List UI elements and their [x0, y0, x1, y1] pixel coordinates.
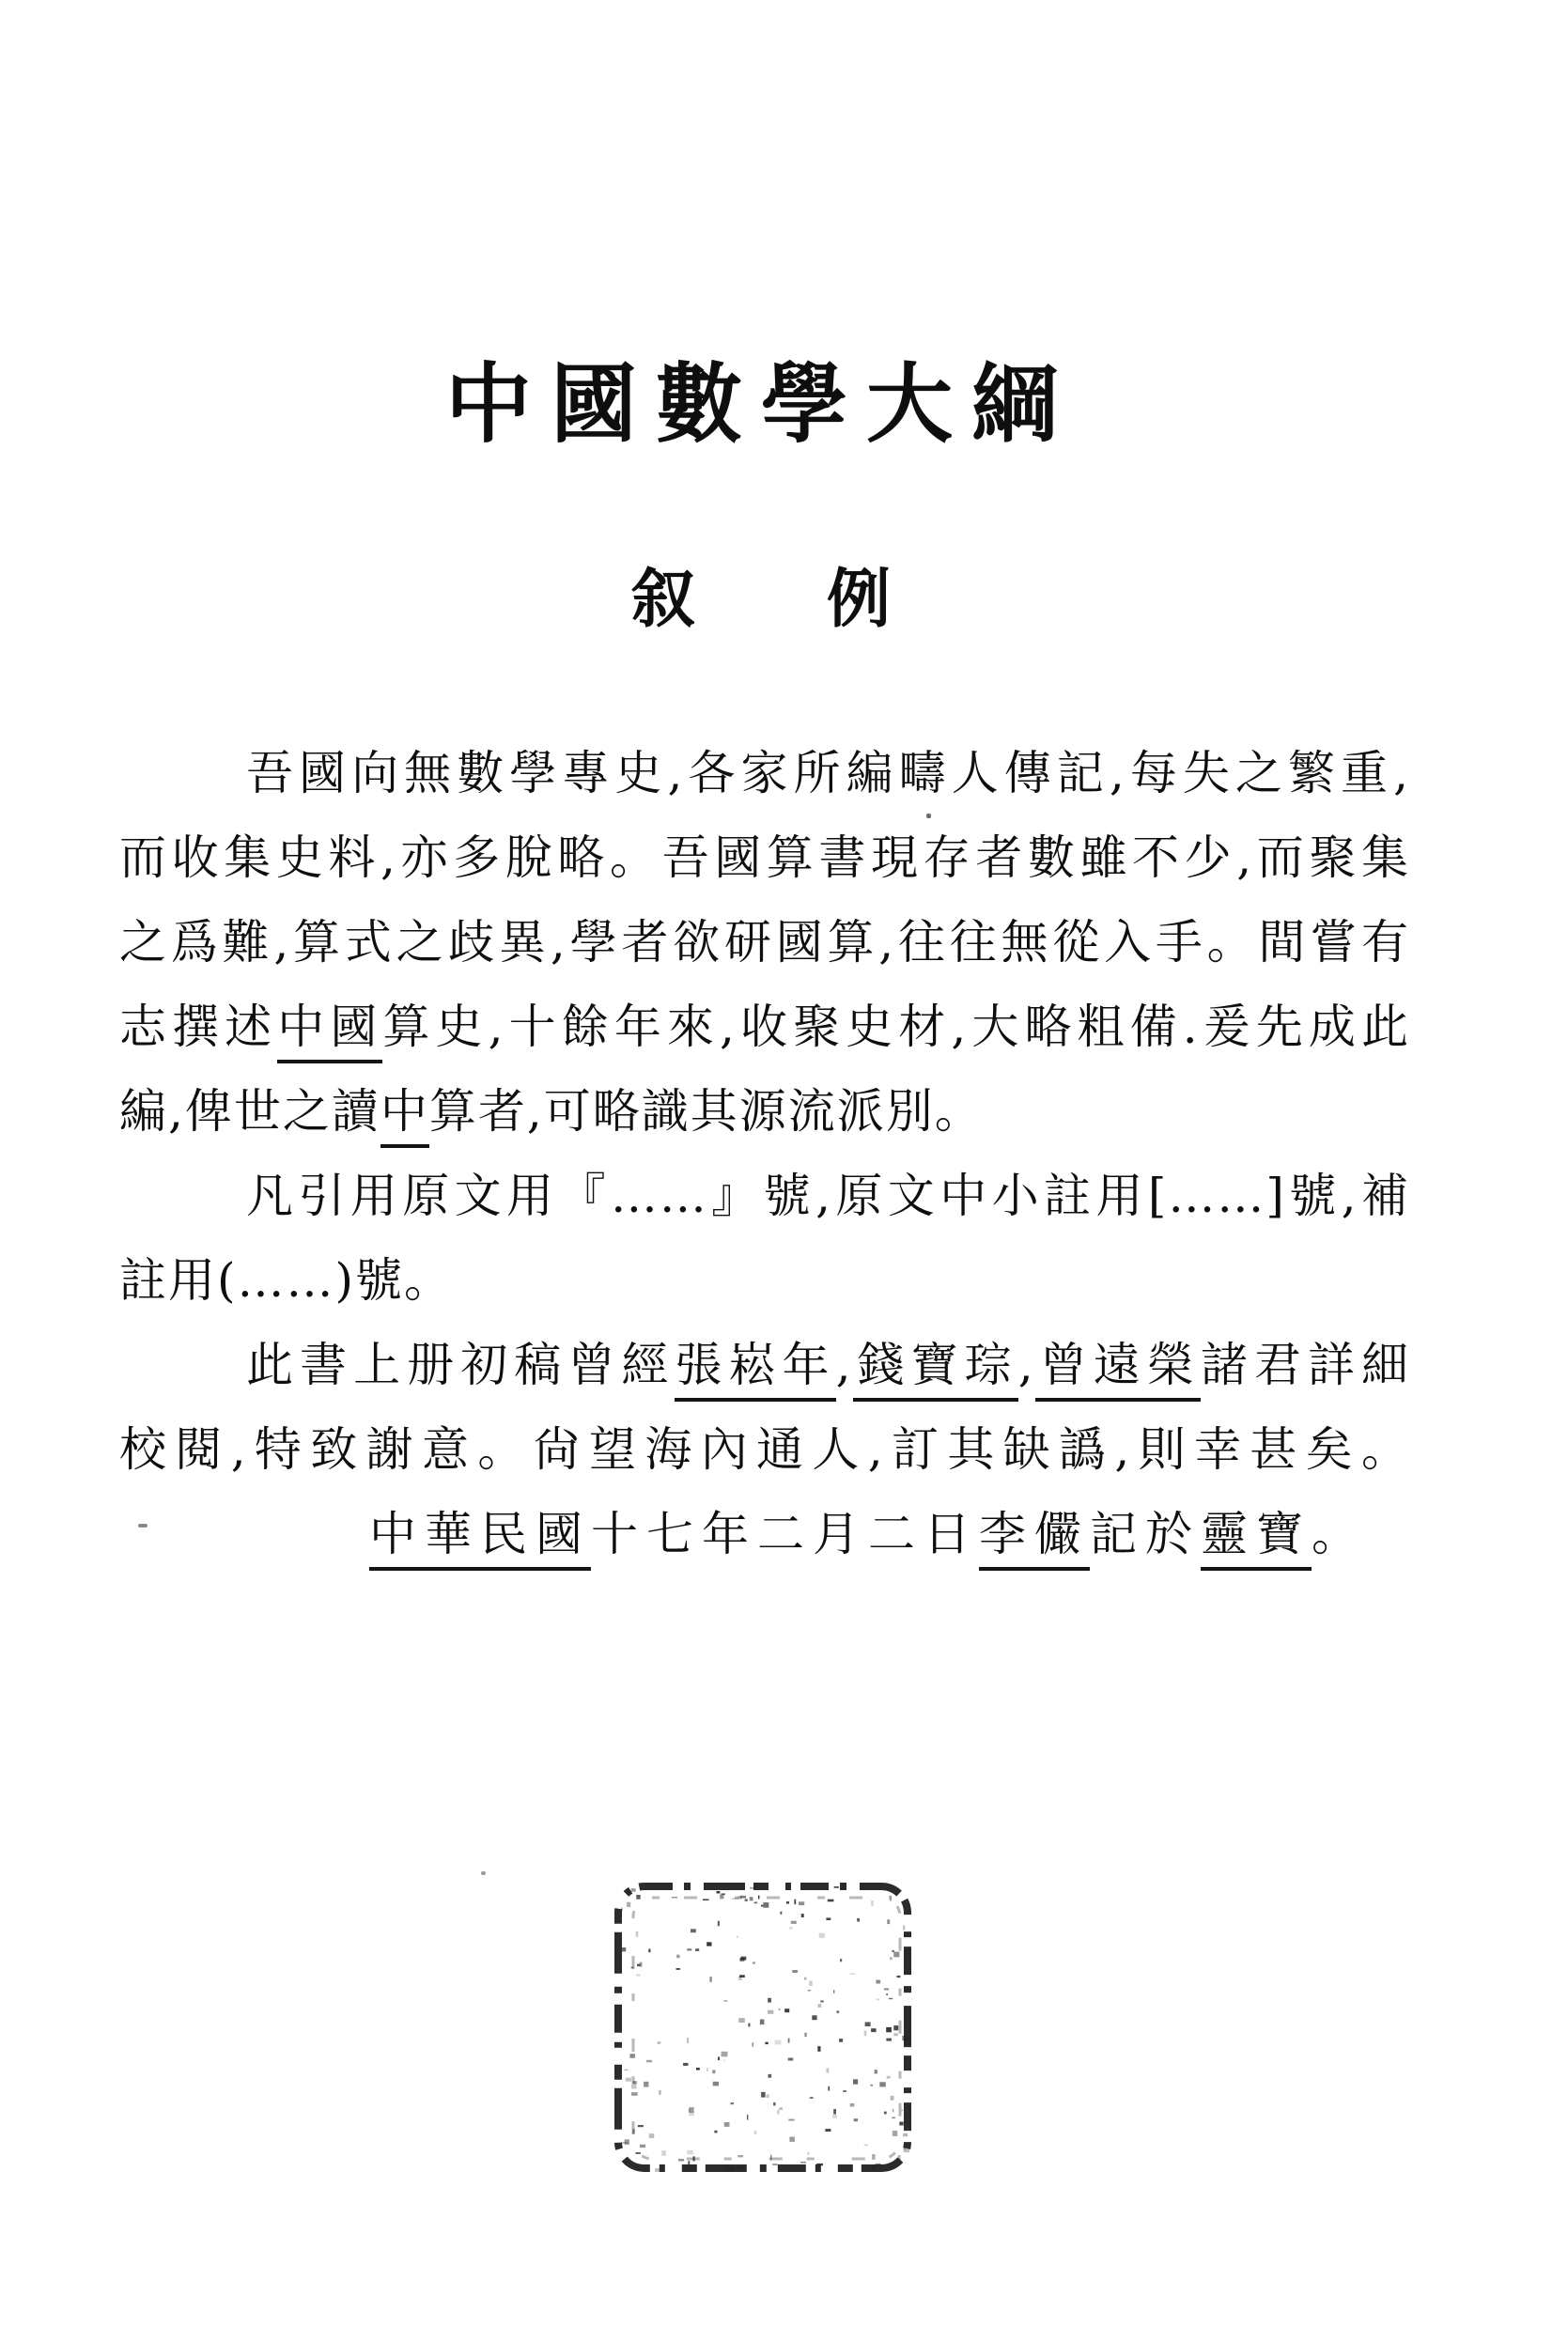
- text-segment: 諸君詳細: [1200, 1338, 1410, 1392]
- proper-noun-underlined: 李儼: [979, 1507, 1090, 1571]
- scan-speck: [926, 814, 931, 818]
- scan-speck: [138, 1524, 147, 1528]
- scan-speck: [481, 1871, 486, 1875]
- text-line: [119, 1069, 1410, 1154]
- body-paragraphs: [119, 731, 1410, 1576]
- text-segment: 志撰述: [119, 1000, 278, 1054]
- text-segment: 而收集史料,亦多脫略。吾國算書現存者數雖不少,而聚集: [119, 830, 1410, 885]
- text-line: [119, 900, 1410, 985]
- text-segment: 記於: [1090, 1507, 1201, 1561]
- text-segment: 。: [1312, 1507, 1367, 1561]
- text-segment: 十七年二月二日: [591, 1507, 979, 1561]
- text-segment: 編,俾世之讀: [119, 1084, 380, 1139]
- section-heading: [631, 562, 892, 637]
- book-title: 中國數學大綱: [445, 353, 1078, 455]
- text-segment: ,: [835, 1338, 853, 1392]
- proper-noun-underlined: 中華民國: [369, 1507, 591, 1571]
- text-line: [119, 1407, 1410, 1492]
- text-segment: 校閱,特致謝意。尙望海內通人,訂其缺譌,則幸甚矣。: [119, 1422, 1410, 1477]
- text-segment: ,: [1017, 1338, 1035, 1392]
- text-segment: 算史,十餘年來,收聚史材,大略粗備.爰先成此: [382, 1000, 1410, 1054]
- proper-noun-underlined: 張崧年: [675, 1338, 835, 1402]
- library-stamp faded-square-seal-icon: [613, 1881, 913, 2176]
- text-line: [119, 731, 1410, 815]
- section-heading-char-1: 叙: [631, 562, 696, 637]
- text-line: [119, 1323, 1410, 1407]
- text-line: [119, 1238, 1410, 1323]
- text-line: [119, 985, 1410, 1069]
- proper-noun-underlined: 中: [380, 1084, 429, 1148]
- text-line: [119, 815, 1410, 900]
- text-segment: 註用(……)號。: [119, 1253, 454, 1308]
- proper-noun-underlined: 曾遠榮: [1035, 1338, 1201, 1402]
- text-line: [119, 1492, 1410, 1576]
- text-segment: 算者,可略識其源流派別。: [428, 1084, 984, 1139]
- section-heading-char-2: 例: [827, 562, 892, 637]
- proper-noun-underlined: 錢寶琮: [853, 1338, 1018, 1402]
- text-segment: 凡引用原文用『……』號,原文中小註用[……]號,補: [246, 1169, 1410, 1223]
- text-segment: 之爲難,算式之歧異,學者欲研國算,往往無從入手。間嘗有: [119, 915, 1410, 969]
- proper-noun-underlined: 靈寶: [1201, 1507, 1312, 1571]
- text-segment: 吾國向無數學專史,各家所編疇人傳記,每失之繁重,: [246, 746, 1410, 800]
- text-line: [119, 1154, 1410, 1238]
- proper-noun-underlined: 中國: [277, 1000, 382, 1063]
- text-segment: 此書上册初稿曾經: [246, 1338, 675, 1392]
